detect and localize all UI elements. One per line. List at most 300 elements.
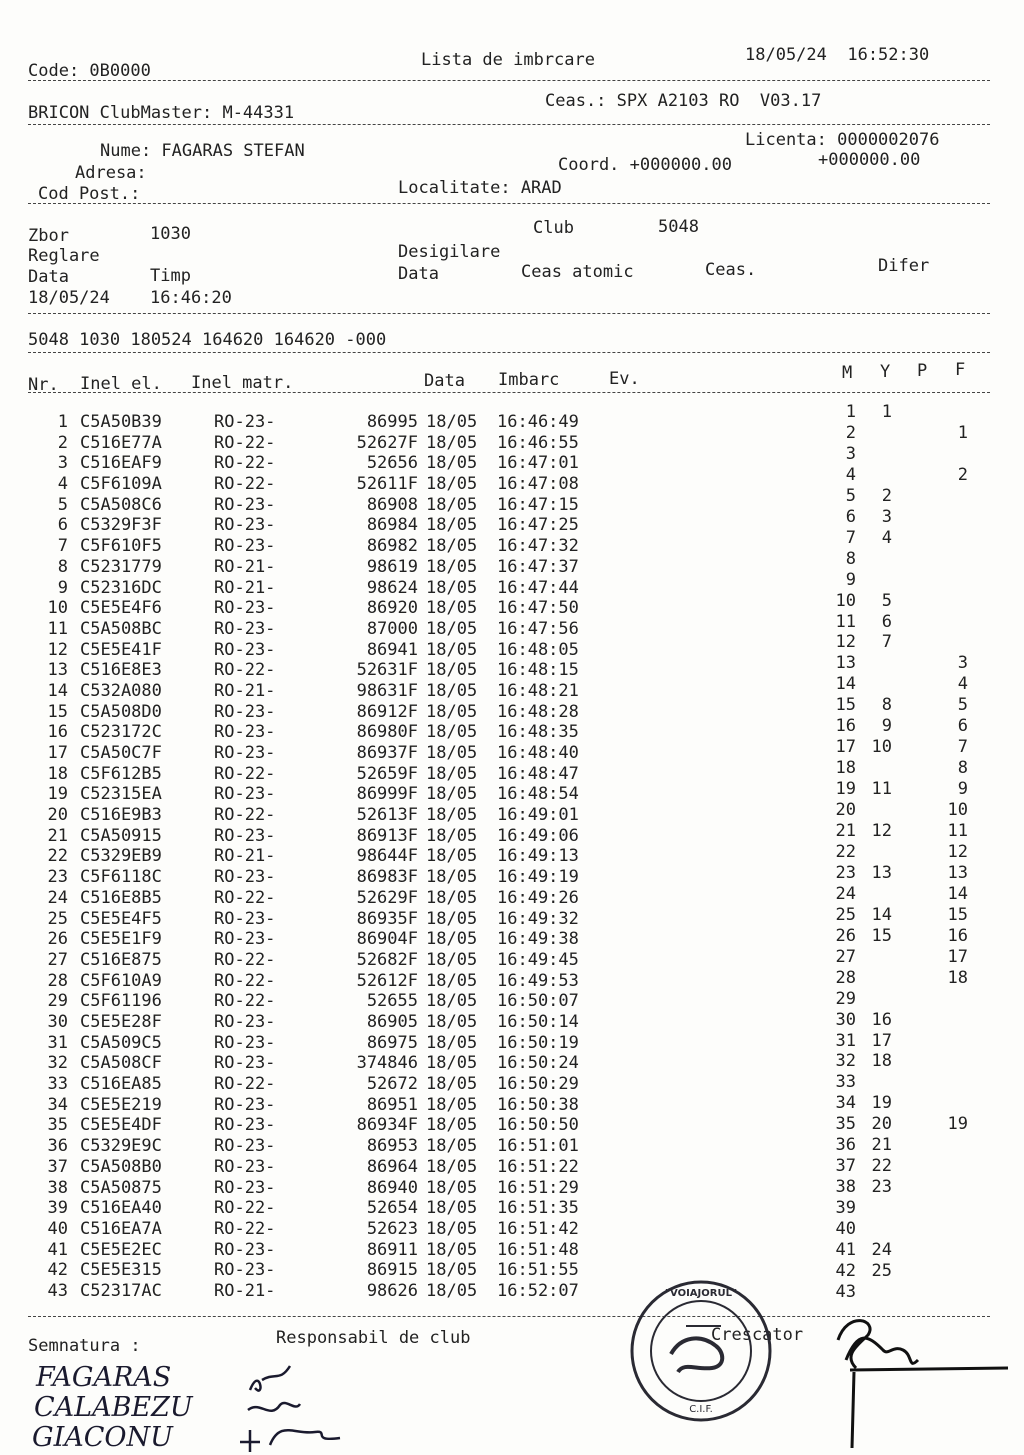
arrival-time: 16:51:01 (497, 1136, 579, 1157)
arrival-time: 16:48:40 (497, 743, 579, 764)
place-m: 38 (835, 1177, 856, 1198)
placement-row (0, 402, 1024, 423)
ring-electronic: C5E5E1F9 (80, 929, 162, 950)
placement-row (0, 716, 1024, 737)
row-number: 18 (47, 763, 68, 784)
place-m: 2 (845, 422, 856, 443)
ring-prefix: RO-22- (214, 970, 276, 991)
ring-number: 86934F (356, 1115, 418, 1136)
arrival-time: 16:49:06 (497, 825, 579, 846)
ring-electronic: C5329E9C (80, 1136, 162, 1157)
address-label: Adresa: (75, 163, 147, 183)
reglare-time: 16:46:20 (150, 288, 232, 308)
row-number: 42 (47, 1260, 68, 1281)
place-m: 7 (845, 527, 856, 548)
ring-electronic: C5231779 (80, 556, 162, 577)
placement-row (0, 507, 1024, 528)
placement-row (0, 612, 1024, 633)
placement-row (0, 1261, 1024, 1282)
place-m: 25 (835, 904, 856, 925)
ring-electronic: C5E5E315 (80, 1260, 162, 1281)
place-y: 20 (871, 1114, 892, 1135)
place-m: 24 (835, 883, 856, 904)
coord-second: +000000.00 (818, 150, 921, 170)
placement-row (0, 1135, 1024, 1156)
ring-prefix: RO-22- (214, 949, 276, 970)
placement-row (0, 674, 1024, 695)
row-number: 19 (47, 784, 68, 805)
arrival-date: 18/05 (426, 618, 478, 639)
place-f: 14 (947, 883, 968, 904)
placement-row (0, 1114, 1024, 1135)
place-m: 41 (835, 1240, 856, 1260)
placement-row (0, 1219, 1024, 1240)
ring-electronic: C5A508CF (80, 1053, 162, 1074)
document-title: Lista de imbrcare (421, 50, 595, 70)
row-number: 12 (47, 639, 68, 660)
arrival-date: 18/05 (426, 1218, 478, 1239)
row-number: 22 (47, 846, 68, 867)
place-y: 25 (871, 1260, 892, 1281)
row-number: 26 (47, 929, 68, 950)
place-m: 22 (835, 841, 856, 862)
arrival-date: 18/05 (426, 908, 478, 929)
arrival-date: 18/05 (426, 991, 478, 1012)
row-number: 27 (47, 949, 68, 970)
row-number: 43 (47, 1280, 68, 1301)
place-m: 26 (835, 925, 856, 946)
ring-prefix: RO-22- (214, 1074, 276, 1095)
ring-prefix: RO-23- (214, 784, 276, 805)
arrival-date: 18/05 (426, 536, 478, 557)
arrival-time: 16:49:19 (497, 867, 579, 888)
ring-electronic: C5E5E219 (80, 1094, 162, 1115)
ceas-label: Ceas. (705, 260, 757, 280)
row-number: 16 (47, 722, 68, 743)
arrival-time: 16:47:56 (497, 618, 579, 639)
arrival-time: 16:50:29 (497, 1074, 579, 1095)
place-f: 5 (957, 695, 968, 716)
arrival-date: 18/05 (426, 722, 478, 743)
placement-row (0, 486, 1024, 507)
ring-number: 98619 (366, 556, 418, 577)
divider (28, 313, 990, 314)
licence-label: Licenta: 0000002076 (745, 130, 940, 150)
ring-electronic: C5A508D0 (80, 701, 162, 722)
ring-prefix: RO-22- (214, 432, 276, 453)
code-label: Code: 0B0000 (28, 61, 151, 81)
place-y: 1 (881, 402, 892, 422)
ring-electronic: C5A50915 (80, 825, 162, 846)
place-f: 19 (947, 1114, 968, 1135)
col-data: Data (424, 371, 465, 391)
place-m: 31 (835, 1030, 856, 1051)
handwritten-name: GIACONU (32, 1422, 173, 1453)
arrival-time: 16:47:25 (497, 515, 579, 536)
ring-number: 52627F (356, 432, 418, 453)
row-number: 20 (47, 805, 68, 826)
place-m: 11 (835, 611, 856, 632)
arrival-time: 16:46:49 (497, 412, 579, 432)
placement-row (0, 758, 1024, 779)
ring-electronic: C5E5E4DF (80, 1115, 162, 1136)
ring-prefix: RO-23- (214, 701, 276, 722)
reglare-date: 18/05/24 (28, 288, 110, 308)
place-m: 1 (845, 402, 856, 422)
placement-row (0, 1198, 1024, 1219)
ring-number: 86937F (356, 743, 418, 764)
arrival-time: 16:51:42 (497, 1218, 579, 1239)
place-f: 2 (957, 464, 968, 485)
row-number: 13 (47, 660, 68, 681)
place-y: 4 (881, 527, 892, 548)
ring-electronic: C5E5E4F6 (80, 598, 162, 619)
ring-prefix: RO-23- (214, 867, 276, 888)
place-m: 23 (835, 862, 856, 883)
place-m: 34 (835, 1093, 856, 1114)
placement-row (0, 737, 1024, 758)
arrival-date: 18/05 (426, 867, 478, 888)
arrival-date: 18/05 (426, 1032, 478, 1053)
ring-prefix: RO-22- (214, 991, 276, 1012)
ring-number: 98624 (366, 577, 418, 598)
ring-electronic: C52316DC (80, 577, 162, 598)
ring-number: 86912F (356, 701, 418, 722)
row-number: 33 (47, 1074, 68, 1095)
arrival-time: 16:47:50 (497, 598, 579, 619)
ring-number: 52672 (366, 1074, 418, 1095)
place-m: 39 (835, 1198, 856, 1219)
col-ev: Ev. (609, 369, 640, 389)
locality-label: Localitate: ARAD (398, 178, 562, 198)
arrival-date: 18/05 (426, 1198, 478, 1219)
arrival-date: 18/05 (426, 1239, 478, 1260)
flight-summary: 5048 1030 180524 164620 164620 -000 (28, 330, 387, 350)
club-stamp (626, 1276, 776, 1426)
ring-prefix: RO-23- (214, 515, 276, 536)
ring-electronic: C523172C (80, 722, 162, 743)
ceas-atomic-label: Ceas atomic (521, 262, 634, 282)
arrival-date: 18/05 (426, 1260, 478, 1281)
arrival-date: 18/05 (426, 846, 478, 867)
place-m: 18 (835, 758, 856, 779)
handwritten-name: CALABEZU (34, 1392, 193, 1423)
row-number: 39 (47, 1198, 68, 1219)
row-number: 34 (47, 1094, 68, 1115)
place-y: 16 (871, 1009, 892, 1030)
arrival-date: 18/05 (426, 763, 478, 784)
place-m: 8 (845, 548, 856, 569)
ring-number: 52682F (356, 949, 418, 970)
arrival-date: 18/05 (426, 1115, 478, 1136)
col-y: Y (880, 362, 891, 382)
ring-number: 86975 (366, 1032, 418, 1053)
ring-electronic: C5F610A9 (80, 970, 162, 991)
ring-prefix: RO-23- (214, 598, 276, 619)
arrival-date: 18/05 (426, 1156, 478, 1177)
row-number: 36 (47, 1136, 68, 1157)
placement-row (0, 779, 1024, 800)
ring-number: 86904F (356, 929, 418, 950)
arrival-time: 16:50:38 (497, 1094, 579, 1115)
ring-number: 98626 (366, 1280, 418, 1301)
ring-number: 86908 (366, 494, 418, 515)
ring-electronic: C52315EA (80, 784, 162, 805)
placement-row (0, 821, 1024, 842)
ring-electronic: C516E8E3 (80, 660, 162, 681)
arrival-date: 18/05 (426, 639, 478, 660)
place-m: 13 (835, 653, 856, 674)
ring-electronic: C5329EB9 (80, 846, 162, 867)
row-number: 7 (57, 536, 68, 557)
divider (28, 80, 990, 81)
row-number: 28 (47, 970, 68, 991)
arrival-date: 18/05 (426, 432, 478, 453)
arrival-date: 18/05 (426, 970, 478, 991)
row-number: 25 (47, 908, 68, 929)
ring-prefix: RO-22- (214, 474, 276, 495)
place-m: 12 (835, 632, 856, 653)
place-m: 33 (835, 1072, 856, 1093)
place-f: 1 (957, 422, 968, 443)
placement-row (0, 1072, 1024, 1093)
ring-electronic: C516EA40 (80, 1198, 162, 1219)
ring-number: 86920 (366, 598, 418, 619)
ring-number: 86941 (366, 639, 418, 660)
place-y: 19 (871, 1093, 892, 1114)
ring-number: 52613F (356, 805, 418, 826)
row-number: 11 (47, 618, 68, 639)
arrival-date: 18/05 (426, 1053, 478, 1074)
placement-row (0, 653, 1024, 674)
place-f: 15 (947, 904, 968, 925)
row-number: 9 (57, 577, 68, 598)
place-y: 10 (871, 737, 892, 758)
row-number: 38 (47, 1177, 68, 1198)
ring-number: 87000 (366, 618, 418, 639)
place-m: 28 (835, 967, 856, 988)
placement-row (0, 842, 1024, 863)
placement-row (0, 1031, 1024, 1052)
divider (28, 352, 990, 353)
place-f: 16 (947, 925, 968, 946)
arrival-date: 18/05 (426, 598, 478, 619)
row-number: 17 (47, 743, 68, 764)
place-m: 30 (835, 1009, 856, 1030)
ring-number: 52611F (356, 474, 418, 495)
ring-prefix: RO-23- (214, 1012, 276, 1032)
arrival-time: 16:48:28 (497, 701, 579, 722)
ring-electronic: C516EA85 (80, 1074, 162, 1095)
divider (28, 203, 990, 204)
ring-number: 52612F (356, 970, 418, 991)
ring-electronic: C5E5E41F (80, 639, 162, 660)
place-y: 22 (871, 1156, 892, 1177)
col-inel-el: Inel el. (80, 374, 162, 394)
ring-prefix: RO-23- (214, 639, 276, 660)
ring-number: 86940 (366, 1177, 418, 1198)
place-m: 32 (835, 1051, 856, 1072)
place-m: 27 (835, 946, 856, 967)
ring-number: 86935F (356, 908, 418, 929)
arrival-time: 16:52:07 (497, 1280, 579, 1301)
arrival-time: 16:48:54 (497, 784, 579, 805)
breeder-label: Crescator (711, 1325, 804, 1345)
arrival-time: 16:50:24 (497, 1053, 579, 1074)
ring-electronic: C5A508C6 (80, 494, 162, 515)
placement-row (0, 1240, 1024, 1261)
place-f: 4 (957, 674, 968, 695)
ring-prefix: RO-22- (214, 805, 276, 826)
placement-row (0, 695, 1024, 716)
ring-number: 52655 (366, 991, 418, 1012)
arrival-date: 18/05 (426, 1177, 478, 1198)
ring-number: 86984 (366, 515, 418, 536)
col-p: P (917, 361, 928, 381)
place-y: 23 (871, 1177, 892, 1198)
placement-row (0, 1093, 1024, 1114)
ring-number: 86982 (366, 536, 418, 557)
place-f: 18 (947, 967, 968, 988)
clubmaster-label: BRICON ClubMaster: M-44331 (28, 103, 295, 123)
owner-name: Nume: FAGARAS STEFAN (100, 141, 305, 161)
ring-prefix: RO-23- (214, 494, 276, 515)
placement-row (0, 884, 1024, 905)
place-y: 15 (871, 925, 892, 946)
col-imbarc: Imbarc (498, 370, 560, 390)
arrival-date: 18/05 (426, 556, 478, 577)
ring-prefix: RO-23- (214, 1094, 276, 1115)
arrival-time: 16:50:14 (497, 1012, 579, 1032)
placement-row (0, 444, 1024, 465)
place-m: 10 (835, 590, 856, 611)
place-m: 15 (835, 695, 856, 716)
ring-number: 86999F (356, 784, 418, 805)
place-m: 42 (835, 1260, 856, 1281)
ring-electronic: C5E5E2EC (80, 1239, 162, 1260)
timp-label: Timp (150, 266, 191, 286)
row-number: 35 (47, 1115, 68, 1136)
place-f: 13 (947, 862, 968, 883)
ring-prefix: RO-22- (214, 660, 276, 681)
placement-row (0, 1010, 1024, 1031)
arrival-time: 16:47:08 (497, 474, 579, 495)
row-number: 37 (47, 1156, 68, 1177)
col-f: F (955, 360, 966, 380)
ring-electronic: C516EAF9 (80, 453, 162, 474)
ring-prefix: RO-23- (214, 1053, 276, 1074)
arrival-date: 18/05 (426, 1094, 478, 1115)
ring-electronic: C5A509C5 (80, 1032, 162, 1053)
arrival-time: 16:51:55 (497, 1260, 579, 1281)
ring-electronic: C5F6118C (80, 867, 162, 888)
ring-prefix: RO-23- (214, 618, 276, 639)
ring-prefix: RO-23- (214, 1156, 276, 1177)
ring-prefix: RO-23- (214, 1115, 276, 1136)
clock-label: Ceas.: SPX A2103 RO V03.17 (545, 91, 822, 111)
arrival-date: 18/05 (426, 1136, 478, 1157)
print-datetime: 18/05/24 16:52:30 (745, 45, 930, 65)
ring-electronic: C516E875 (80, 949, 162, 970)
club-value: 5048 (658, 217, 699, 237)
ring-electronic: C5F61196 (80, 991, 162, 1012)
row-number: 2 (57, 432, 68, 453)
place-m: 21 (835, 821, 856, 841)
arrival-date: 18/05 (426, 887, 478, 908)
arrival-time: 16:50:19 (497, 1032, 579, 1053)
placement-row (0, 989, 1024, 1010)
arrival-time: 16:48:05 (497, 639, 579, 660)
placement-row (0, 570, 1024, 591)
placement-row (0, 800, 1024, 821)
ring-number: 86964 (366, 1156, 418, 1177)
place-m: 4 (845, 464, 856, 485)
placement-row (0, 863, 1024, 884)
arrival-date: 18/05 (426, 825, 478, 846)
place-f: 9 (957, 779, 968, 800)
ring-number: 52631F (356, 660, 418, 681)
arrival-date: 18/05 (426, 515, 478, 536)
place-y: 17 (871, 1030, 892, 1051)
arrival-date: 18/05 (426, 680, 478, 701)
place-f: 11 (947, 821, 968, 841)
place-m: 20 (835, 800, 856, 821)
place-y: 3 (881, 506, 892, 527)
arrival-time: 16:50:07 (497, 991, 579, 1012)
row-number: 4 (57, 474, 68, 495)
ring-electronic: C5A508B0 (80, 1156, 162, 1177)
ring-number: 98631F (356, 680, 418, 701)
arrival-time: 16:51:22 (497, 1156, 579, 1177)
data2-label: Data (398, 264, 439, 284)
place-m: 17 (835, 737, 856, 758)
arrival-time: 16:47:15 (497, 494, 579, 515)
placement-row (0, 591, 1024, 612)
row-number: 6 (57, 515, 68, 536)
placement-row (0, 947, 1024, 968)
ring-electronic: C5E5E4F5 (80, 908, 162, 929)
breeder-signature (828, 1310, 1018, 1450)
ring-electronic: C516E8B5 (80, 887, 162, 908)
arrival-time: 16:48:15 (497, 660, 579, 681)
arrival-time: 16:49:32 (497, 908, 579, 929)
place-m: 5 (845, 485, 856, 506)
place-y: 12 (871, 821, 892, 841)
difer-label: Difer (878, 256, 930, 276)
ring-electronic: C52317AC (80, 1280, 162, 1301)
ring-prefix: RO-23- (214, 536, 276, 557)
handwritten-name: FAGARAS (36, 1362, 172, 1393)
col-nr: Nr. (28, 375, 59, 395)
place-y: 5 (881, 590, 892, 611)
ring-prefix: RO-22- (214, 1218, 276, 1239)
ring-number: 86911 (366, 1239, 418, 1260)
place-y: 7 (881, 632, 892, 653)
zbor-label: Zbor (28, 226, 69, 246)
arrival-date: 18/05 (426, 1074, 478, 1095)
place-m: 9 (845, 569, 856, 590)
arrival-date: 18/05 (426, 412, 478, 432)
place-m: 16 (835, 716, 856, 737)
row-number: 29 (47, 991, 68, 1012)
placement-row (0, 423, 1024, 444)
place-y: 8 (881, 695, 892, 716)
divider (28, 124, 990, 125)
row-number: 1 (57, 412, 68, 432)
club-responsible-label: Responsabil de club (276, 1328, 471, 1348)
placement-row (0, 1177, 1024, 1198)
row-number: 3 (57, 453, 68, 474)
